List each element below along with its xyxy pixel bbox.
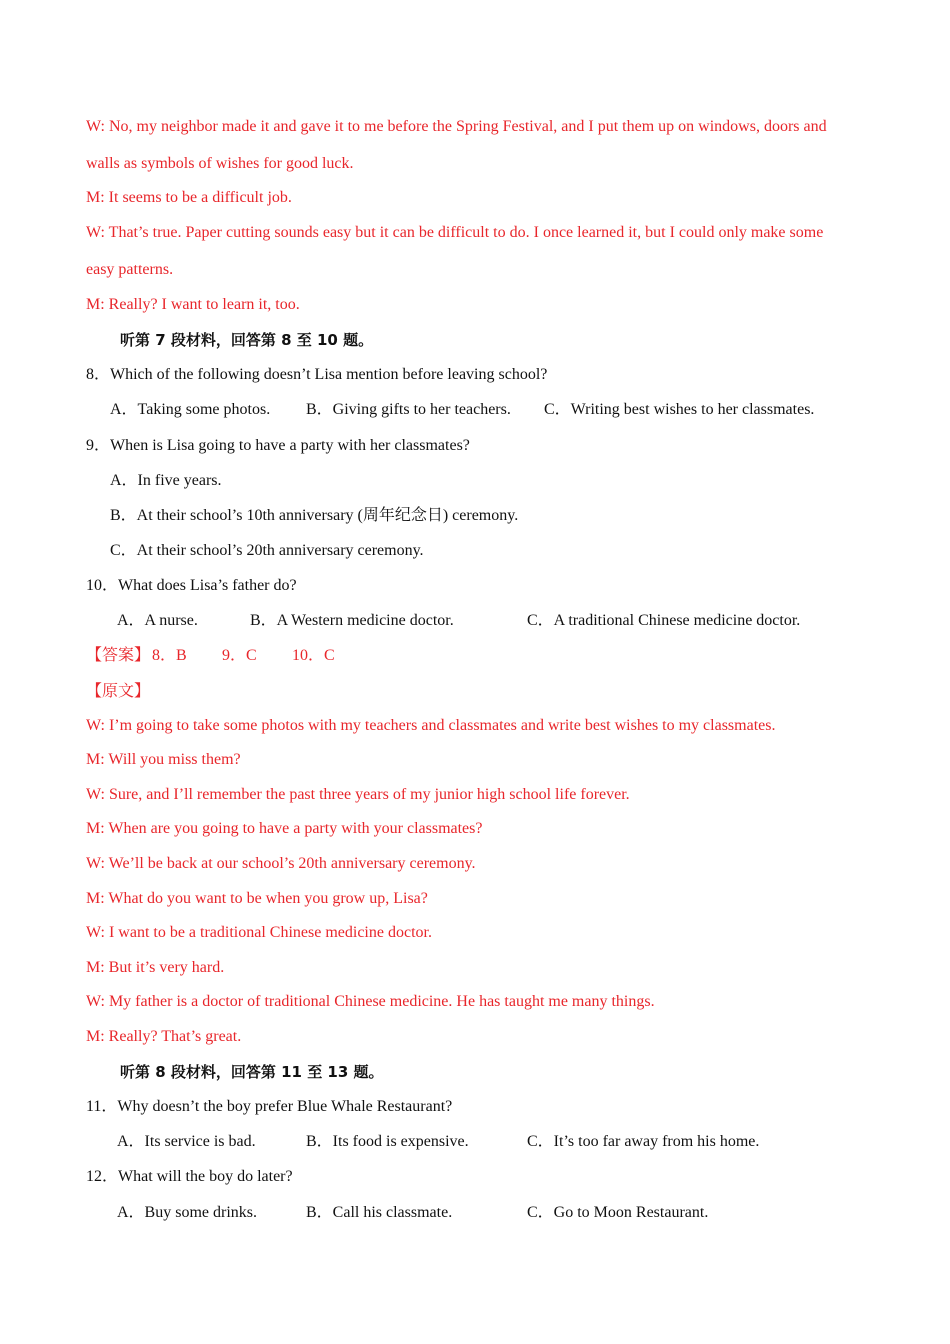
transcript-line: W: I want to be a traditional Chinese medicine doctor. bbox=[86, 924, 432, 941]
transcript-line: M: Really? That’s great. bbox=[86, 1028, 242, 1045]
transcript-line: walls as symbols of wishes for good luck. bbox=[86, 155, 354, 172]
option-c: C．Writing best wishes to her classmates. bbox=[544, 401, 815, 418]
option-c: C．A traditional Chinese medicine doctor. bbox=[527, 612, 801, 629]
transcript-line: M: When are you going to have a party with your classmates? bbox=[86, 820, 483, 837]
transcript-line: M: Really? I want to learn it, too. bbox=[86, 296, 300, 313]
transcript-line: easy patterns. bbox=[86, 261, 174, 278]
option-b: B．A Western medicine doctor. bbox=[250, 612, 454, 629]
transcript-line: M: What do you want to be when you grow up, Lisa? bbox=[86, 890, 428, 907]
transcript-line: W: That’s true. Paper cutting sounds easy but it can be difficult to do. I once learned it, but I could only make some bbox=[86, 224, 824, 241]
question-stem: 10．What does Lisa’s father do? bbox=[86, 577, 297, 594]
transcript-line: W: I’m going to take some photos with my teachers and classmates and write best wishes to my classmates. bbox=[86, 717, 776, 734]
answer-item: 8．B bbox=[152, 647, 187, 664]
question-stem: 11．Why doesn’t the boy prefer Blue Whale Restaurant? bbox=[86, 1098, 453, 1115]
option-a: A．In five years. bbox=[110, 472, 222, 489]
transcript-line: M: But it’s very hard. bbox=[86, 959, 225, 976]
transcript-line: W: No, my neighbor made it and gave it to me before the Spring Festival, and I put them up on windows, doors and bbox=[86, 118, 827, 135]
transcript-line: M: Will you miss them? bbox=[86, 751, 241, 768]
option-c: C．Go to Moon Restaurant. bbox=[527, 1204, 709, 1221]
option-b: B．Giving gifts to her teachers. bbox=[306, 401, 511, 418]
option-b: B．Call his classmate. bbox=[306, 1204, 453, 1221]
question-stem: 8．Which of the following doesn’t Lisa mention before leaving school? bbox=[86, 366, 548, 383]
option-c: C．At their school’s 20th anniversary ceremony. bbox=[110, 542, 424, 559]
transcript-label: 【原文】 bbox=[86, 683, 151, 700]
transcript-line: W: We’ll be back at our school’s 20th anniversary ceremony. bbox=[86, 855, 476, 872]
transcript-line: W: My father is a doctor of traditional Chinese medicine. He has taught me many things. bbox=[86, 993, 655, 1010]
answer-item: 10．C bbox=[292, 647, 335, 664]
option-a: A．A nurse. bbox=[117, 612, 198, 629]
option-b: B．At their school’s 10th anniversary (周年纪念日) ceremony. bbox=[110, 507, 519, 524]
option-c: C．It’s too far away from his home. bbox=[527, 1133, 760, 1150]
section-heading: 听第 7 段材料，回答第 8 至 10 题。 bbox=[120, 331, 374, 349]
option-a: A．Buy some drinks. bbox=[117, 1204, 258, 1221]
transcript-line: M: It seems to be a difficult job. bbox=[86, 189, 292, 206]
answer-label: 【答案】 bbox=[86, 647, 151, 664]
section-heading: 听第 8 段材料，回答第 11 至 13 题。 bbox=[120, 1063, 384, 1081]
option-a: A．Its service is bad. bbox=[117, 1133, 256, 1150]
option-b: B．Its food is expensive. bbox=[306, 1133, 469, 1150]
option-a: A．Taking some photos. bbox=[110, 401, 271, 418]
transcript-line: W: Sure, and I’ll remember the past three years of my junior high school life forever. bbox=[86, 786, 630, 803]
question-stem: 12．What will the boy do later? bbox=[86, 1168, 293, 1185]
question-stem: 9．When is Lisa going to have a party with her classmates? bbox=[86, 437, 470, 454]
answer-item: 9．C bbox=[222, 647, 257, 664]
